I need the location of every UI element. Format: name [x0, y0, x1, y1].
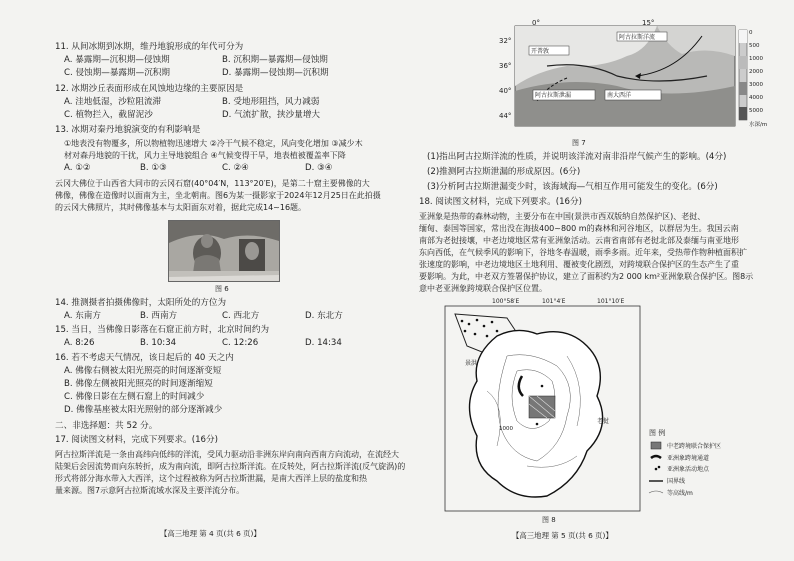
intro-q14-16-line1: 云冈大佛位于山西省大同市的云冈石窟(40°04′N，113°20′E)，是第二十窟主要佛像的大: [55, 179, 370, 188]
figure-6-buddha-photo: [168, 220, 280, 282]
q17-text-line4: 量来源。图7示意阿古拉斯流域水深及主要洋流分布。: [55, 486, 245, 495]
q15-option-d: D. 14:34: [305, 338, 342, 348]
fig7-lat-32: 32°: [499, 37, 512, 45]
q11-stem: 11. 从间冰期到冰期，维丹地貌形成的年代可分为: [55, 42, 244, 52]
q18-text-line6: 要影响。为此，中老双方签署保护协议，建立了面积约为2 000 km²亚洲象联合保护区。图8示: [419, 272, 754, 281]
section-2-heading: 二、非选择题：共 52 分。: [55, 421, 158, 431]
q17-text-line1: 阿古拉斯洋流是一条由高纬向低纬的洋流，受风力驱动沿非洲东岸向南向西南方向流动，在流经大: [55, 450, 399, 459]
q12-option-c: C. 植物拦入，截留泥沙: [64, 110, 153, 120]
q17-part3: (3)分析阿古拉斯泄漏变少时，该海域海—气相互作用可能发生的变化。(6分): [427, 182, 718, 192]
fig8-label-jinghong: 景洪: [465, 360, 478, 367]
left-page-footer: 【高三地理 第 4 页(共 6 页)】: [160, 529, 261, 538]
q18-text-line5: 张速度的影响，中老边境地区土地利用、覆被变化剧烈，对跨境联合保护区的生态产生了重: [419, 260, 739, 269]
intro-q14-16-line2: 佛像，佛像在造像时以面南为主，坐北朝南。图6为某一摄影家于2024年12月25日在此拍摄: [55, 191, 381, 200]
q17-text-line2: 陆架后会因流势而向东转折，成为南向流，即阿古拉斯洋流。在反转处，阿古拉斯洋流(反气旋涡)的: [55, 462, 406, 471]
q17-stem: 17. 阅读图文材料，完成下列要求。(16分): [55, 435, 218, 445]
figure-8-caption: 图 8: [542, 516, 556, 524]
fig7-lat-36: 36°: [499, 62, 512, 70]
q16-stem: 16. 若不考虑天气情况，该日起后的 40 天之内: [55, 353, 234, 363]
fig8-legend-title: 图 例: [649, 429, 666, 437]
fig7-lon-15: 15°: [642, 19, 655, 27]
intro-q14-16-line3: 的云冈大佛照片，其时佛像基本与太阳面东对着，据此完成14~16题。: [55, 203, 307, 212]
q18-text-line4: 东向西低，在气候季风的影响下，谷地冬春温暖，雨季多雨。近年来，受热带作物种植面积扩: [419, 248, 747, 257]
q15-option-b: B. 10:34: [140, 338, 177, 348]
fig7-legend-1000: 1000: [749, 56, 763, 62]
q18-text-line2: 缅甸、泰国等国家，常出没在海拔400~800 m的森林和河谷地区，以群居为生。我国云南: [419, 224, 739, 233]
fig7-legend-2000: 2000: [749, 69, 763, 75]
q14-option-c: C. 西北方: [222, 311, 260, 321]
q13-option-b: B. ①③: [140, 163, 167, 173]
buddha-photo-drawing: [169, 221, 279, 281]
fig7-legend-4000: 4000: [749, 95, 763, 101]
q13-option-c: C. ②④: [222, 163, 249, 173]
figure-7-caption: 图 7: [572, 139, 586, 147]
fig8-lon-1: 100°58′E: [492, 298, 520, 305]
q13-stem: 13. 冰期对秦丹地貌演变的有利影响是: [55, 125, 201, 135]
q17-part2: (2)推测阿古拉斯泄漏的形成原因。(6分): [427, 167, 581, 177]
right-page-footer: 【高三地理 第 5 页(共 6 页)】: [512, 531, 613, 540]
fig7-legend-500: 500: [749, 43, 760, 49]
fig7-legend-3000: 3000: [749, 82, 763, 88]
q17-text-line3: 形式将部分海水带入大西洋，这个过程被称为阿古拉斯泄漏，是南大西洋上层的盐度和热: [55, 474, 367, 483]
q13-option-d: D. ③④: [305, 163, 333, 173]
fig7-legend-0: 0: [749, 30, 753, 36]
q18-text-line7: 意中老亚洲象跨境联合保护区位置。: [419, 284, 547, 293]
q11-option-c: C. 侵蚀期—暴露期—沉积期: [64, 68, 170, 78]
fig7-legend-title: 水深/m: [749, 122, 768, 128]
fig8-contour-label: 1000: [499, 426, 513, 432]
fig8-legend-corridor: 亚洲象跨境通道: [667, 455, 710, 462]
fig7-label-south-atlantic: 南大西洋: [607, 92, 632, 99]
q18-stem: 18. 阅读图文材料，完成下列要求。(16分): [419, 197, 582, 207]
fig8-lon-2: 101°4′E: [542, 298, 566, 305]
fig8-lon-3: 101°10′E: [597, 298, 625, 305]
q16-option-b: B. 佛像左侧被阳光照亮的时间逐渐缩短: [64, 379, 213, 389]
q14-option-a: A. 东南方: [64, 311, 101, 321]
fig8-legend-reserve: 中老跨境联合保护区: [667, 443, 722, 450]
fig7-lat-40: 40°: [499, 87, 512, 95]
q11-option-d: D. 暴露期—侵蚀期—沉积期: [222, 68, 329, 78]
border-reserve-map-drawing: [437, 296, 777, 514]
q15-option-c: C. 12:26: [222, 338, 259, 348]
q12-option-a: A. 洼地低湿，沙粒阻流滞: [64, 97, 162, 107]
figure-6-caption: 图 6: [215, 285, 229, 293]
q11-option-b: B. 沉积期—暴露期—侵蚀期: [222, 55, 328, 65]
fig8-label-laos: 老挝: [597, 418, 610, 425]
q14-stem: 14. 推测摄者拍摄佛像时，太阳所处的方位为: [55, 298, 227, 308]
fig8-legend-contour: 等高线/m: [667, 490, 693, 497]
right-page: [397, 0, 794, 561]
q14-option-d: D. 东北方: [305, 311, 343, 321]
fig7-label-capetown: 开普敦: [531, 48, 550, 55]
fig7-lon-0: 0°: [532, 19, 540, 27]
fig7-label-agulhas-leakage: 阿古拉斯泄漏: [535, 92, 572, 99]
q12-option-b: B. 受地形阻挡，风力减弱: [222, 97, 320, 107]
q11-option-a: A. 暴露期—沉积期—侵蚀期: [64, 55, 170, 65]
q16-option-c: C. 佛像日影在左侧石窟上的时间减少: [64, 392, 205, 402]
fig8-legend-sightings: 亚洲象活动地点: [667, 466, 710, 473]
q14-option-b: B. 西南方: [140, 311, 178, 321]
q13-line2: 材对森丹地貌的干扰，风力主导地貌组合 ④气候变得干旱，地表植被覆盖率下降: [64, 151, 346, 160]
q13-line1: ①地表没有物覆多，所以物植物迅速增大 ②冷干气候不稳定，风向变化增加 ③减少木: [64, 139, 363, 148]
q12-option-d: D. 气流扩散，挟沙量增大: [222, 110, 321, 120]
figure-8-map: [437, 296, 777, 514]
fig7-lat-44: 44°: [499, 112, 512, 120]
q18-text-line1: 亚洲象是热带的森林动物，主要分布在中国(景洪市西双版纳自然保护区)、老挝、: [419, 212, 706, 221]
q15-stem: 15. 当日，当佛像日影落在石窟正前方时，北京时间约为: [55, 325, 270, 335]
q13-option-a: A. ①②: [64, 163, 91, 173]
q15-option-a: A. 8:26: [64, 338, 95, 348]
q12-stem: 12. 冰期沙丘表面形成在风蚀地边缘的主要原因是: [55, 84, 244, 94]
q16-option-d: D. 佛像基座被太阳光照射的部分逐渐减少: [64, 405, 223, 415]
q18-text-line3: 南部为老挝接壤，中老边境地区常有亚洲象活动。云南省南部有老挝北部及泰缅与南亚地形: [419, 236, 739, 245]
q16-option-a: A. 佛像右侧被太阳光照亮的时间逐渐变短: [64, 366, 222, 376]
figure-7-map: [499, 16, 772, 134]
fig7-legend-5000: 5000: [749, 108, 763, 114]
q17-part1: (1)指出阿古拉斯洋流的性质，并说明该洋流对南非沿岸气候产生的影响。(4分): [427, 152, 727, 162]
fig8-legend-border: 国界线: [667, 478, 686, 485]
fig7-label-agulhas-current: 阿古拉斯洋流: [619, 34, 656, 41]
